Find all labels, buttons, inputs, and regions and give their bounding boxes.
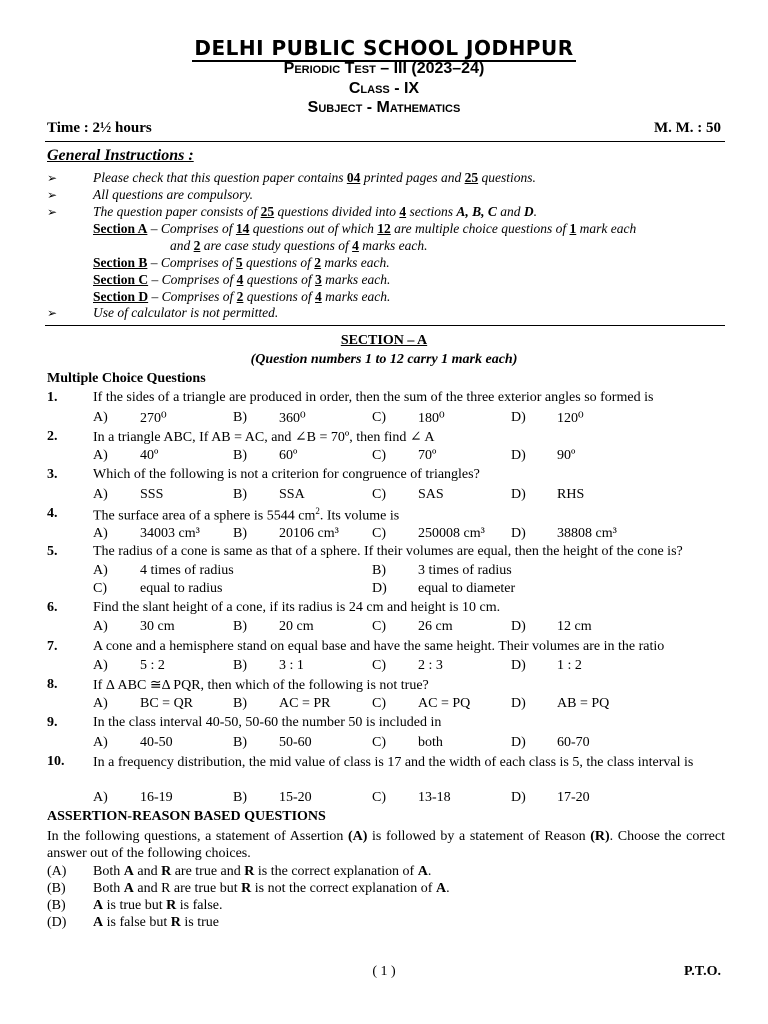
option-label: C) [93,581,107,596]
divider [45,141,725,142]
option-label: B) [233,658,247,673]
option-label: C) [372,410,386,425]
question-text: In a frequency distribution, the mid value of class is 17 and the width of each class is 5, the class interval is [93,755,694,770]
bullet-arrow-icon: ➢ [47,205,58,219]
option-label: A) [93,790,108,805]
option-c: 13-18 [418,790,451,805]
option-label: D) [511,658,526,673]
question-text: Which of the following is not a criterion for congruence of triangles? [93,467,480,482]
option-c: SAS [418,487,444,502]
option-label: D) [511,487,526,502]
option-label: D) [511,619,526,634]
question-number: 1. [47,390,58,405]
option-d: equal to diameter [418,581,516,596]
question-text: In a triangle ABC, If AB = AC, and ∠B = 70º, then find ∠ A [93,430,435,445]
option-label: D) [511,448,526,463]
option-a: 40-50 [140,735,173,750]
page-number: ( 1 ) [372,964,396,979]
option-label: D) [511,696,526,711]
instruction-3: The question paper consists of 25 questions divided into 4 sections A, B, C and D. [93,204,538,219]
bullet-arrow-icon: ➢ [47,188,58,202]
option-label: A) [93,448,108,463]
option-label: C) [372,448,386,463]
choice-label: (A) [47,864,67,879]
option-a: 5 : 2 [140,658,165,673]
question-number: 9. [47,715,58,730]
option-label: B) [233,619,247,634]
option-label: B) [233,735,247,750]
option-label: A) [93,696,108,711]
option-a: 270⁰ [140,411,167,426]
option-label: A) [93,619,108,634]
option-label: A) [93,410,108,425]
question-number: 8. [47,677,58,692]
section-a-title: SECTION – A [340,333,428,348]
instruction-section-a-cont: and 2 are case study questions of 4 marks each. [170,238,428,253]
option-c: 250008 cm³ [418,526,485,541]
test-title: Periodic Test – III (2023–24) [283,60,485,77]
option-label: C) [372,526,386,541]
option-c: 26 cm [418,619,453,634]
option-a: 4 times of radius [140,563,234,578]
option-label: B) [233,410,247,425]
question-number: 2. [47,429,58,444]
option-d: 38808 cm³ [557,526,617,541]
option-label: D) [511,735,526,750]
option-label: C) [372,696,386,711]
option-d: 12 cm [557,619,592,634]
choice-text: A is false but R is true [93,915,220,930]
option-label: B) [233,487,247,502]
question-text: The radius of a cone is same as that of a sphere. If their volumes are equal, then the height of the cone is? [93,544,683,559]
option-label: D) [511,526,526,541]
option-c: AC = PQ [418,696,471,711]
subject-title: Subject - Mathematics [307,99,461,116]
choice-label: (B) [47,881,66,896]
option-c: 180⁰ [418,411,445,426]
option-c: 2 : 3 [418,658,443,673]
question-number: 3. [47,467,58,482]
option-label: C) [372,735,386,750]
option-a: 30 cm [140,619,175,634]
option-label: D) [372,581,387,596]
choice-text: Both A and R are true but R is not the correct explanation of A. [93,881,450,896]
school-name: DELHI PUBLIC SCHOOL JODHPUR [194,36,574,60]
instruction-section-b: Section B – Comprises of 5 questions of 2 marks each. [93,255,390,270]
option-d: 1 : 2 [557,658,582,673]
question-text: If the sides of a triangle are produced in order, then the sum of the three exterior angles so formed is [93,390,654,405]
question-number: 4. [47,506,58,521]
option-d: 17-20 [557,790,590,805]
question-text: If Δ ABC ≅Δ PQR, then which of the following is not true? [93,678,429,693]
instruction-5: Use of calculator is not permitted. [93,305,279,320]
option-d: 90º [557,448,576,463]
option-b: 20106 cm³ [279,526,339,541]
choice-label: (D) [47,915,67,930]
mcq-heading: Multiple Choice Questions [47,371,206,386]
instructions-heading: General Instructions : [47,147,194,164]
instruction-2: All questions are compulsory. [93,187,253,202]
option-a: 40º [140,448,159,463]
option-b: 3 times of radius [418,563,512,578]
option-a: BC = QR [140,696,194,711]
option-d: 60-70 [557,735,590,750]
instruction-section-c: Section C – Comprises of 4 questions of 3 marks each. [93,272,391,287]
option-label: D) [511,410,526,425]
option-label: D) [511,790,526,805]
question-text: The surface area of a sphere is 5544 $cm^2$. Its volume is [93,506,400,524]
option-label: A) [93,487,108,502]
option-c: equal to radius [140,581,223,596]
option-label: B) [372,563,386,578]
instruction-section-d: Section D – Comprises of 2 questions of 4 marks each. [93,289,391,304]
option-d: 120⁰ [557,411,584,426]
question-number: 6. [47,600,58,615]
option-c: 70º [418,448,437,463]
option-a: 16-19 [140,790,173,805]
option-c: both [418,735,443,750]
option-label: A) [93,658,108,673]
question-text: A cone and a hemisphere stand on equal base and have the same height. Their volumes are in the ratio [93,639,665,654]
option-b: 15-20 [279,790,312,805]
max-marks: M. M. : 50 [653,120,721,136]
option-b: AC = PR [279,696,331,711]
option-label: A) [93,563,108,578]
option-b: 50-60 [279,735,312,750]
instruction-1: Please check that this question paper contains 04 printed pages and 25 questions. [93,170,536,185]
question-text: In the class interval 40-50, 50-60 the number 50 is included in [93,715,442,730]
assertion-heading: ASSERTION-REASON BASED QUESTIONS [47,809,326,824]
assertion-intro: In the following questions, a statement of Assertion (A) is followed by a statement of Reason (R). Choose the correct answer out of the following choices. [47,829,725,861]
choice-label: (B) [47,898,66,913]
option-a: 34003 cm³ [140,526,200,541]
option-label: B) [233,696,247,711]
option-d: RHS [557,487,585,502]
choice-text: Both A and R are true and R is the correct explanation of A. [93,864,432,879]
bullet-arrow-icon: ➢ [47,306,58,320]
bullet-arrow-icon: ➢ [47,171,58,185]
section-a-note: (Question numbers 1 to 12 carry 1 mark each) [250,352,518,367]
class-title: Class - IX [348,80,420,97]
option-label: C) [372,790,386,805]
option-label: C) [372,619,386,634]
option-label: B) [233,526,247,541]
option-b: 3 : 1 [279,658,304,673]
option-label: C) [372,487,386,502]
question-number: 5. [47,544,58,559]
option-d: AB = PQ [557,696,610,711]
option-label: B) [233,790,247,805]
option-b: 20 cm [279,619,314,634]
question-number: 7. [47,639,58,654]
option-label: A) [93,735,108,750]
option-b: SSA [279,487,305,502]
question-number: 10. [47,754,65,769]
question-text: Find the slant height of a cone, if its radius is 24 cm and height is 10 cm. [93,600,501,615]
divider [45,325,725,326]
option-label: A) [93,526,108,541]
option-a: SSS [140,487,164,502]
pto-label: P.T.O. [684,964,721,979]
option-label: C) [372,658,386,673]
instruction-section-a: Section A – Comprises of 14 questions out of which 12 are multiple choice questions of 1 mark each [93,221,637,236]
option-label: B) [233,448,247,463]
time-duration: Time : 2½ hours [47,120,152,136]
option-b: 360⁰ [279,411,306,426]
choice-text: A is true but R is false. [93,898,223,913]
option-b: 60º [279,448,298,463]
